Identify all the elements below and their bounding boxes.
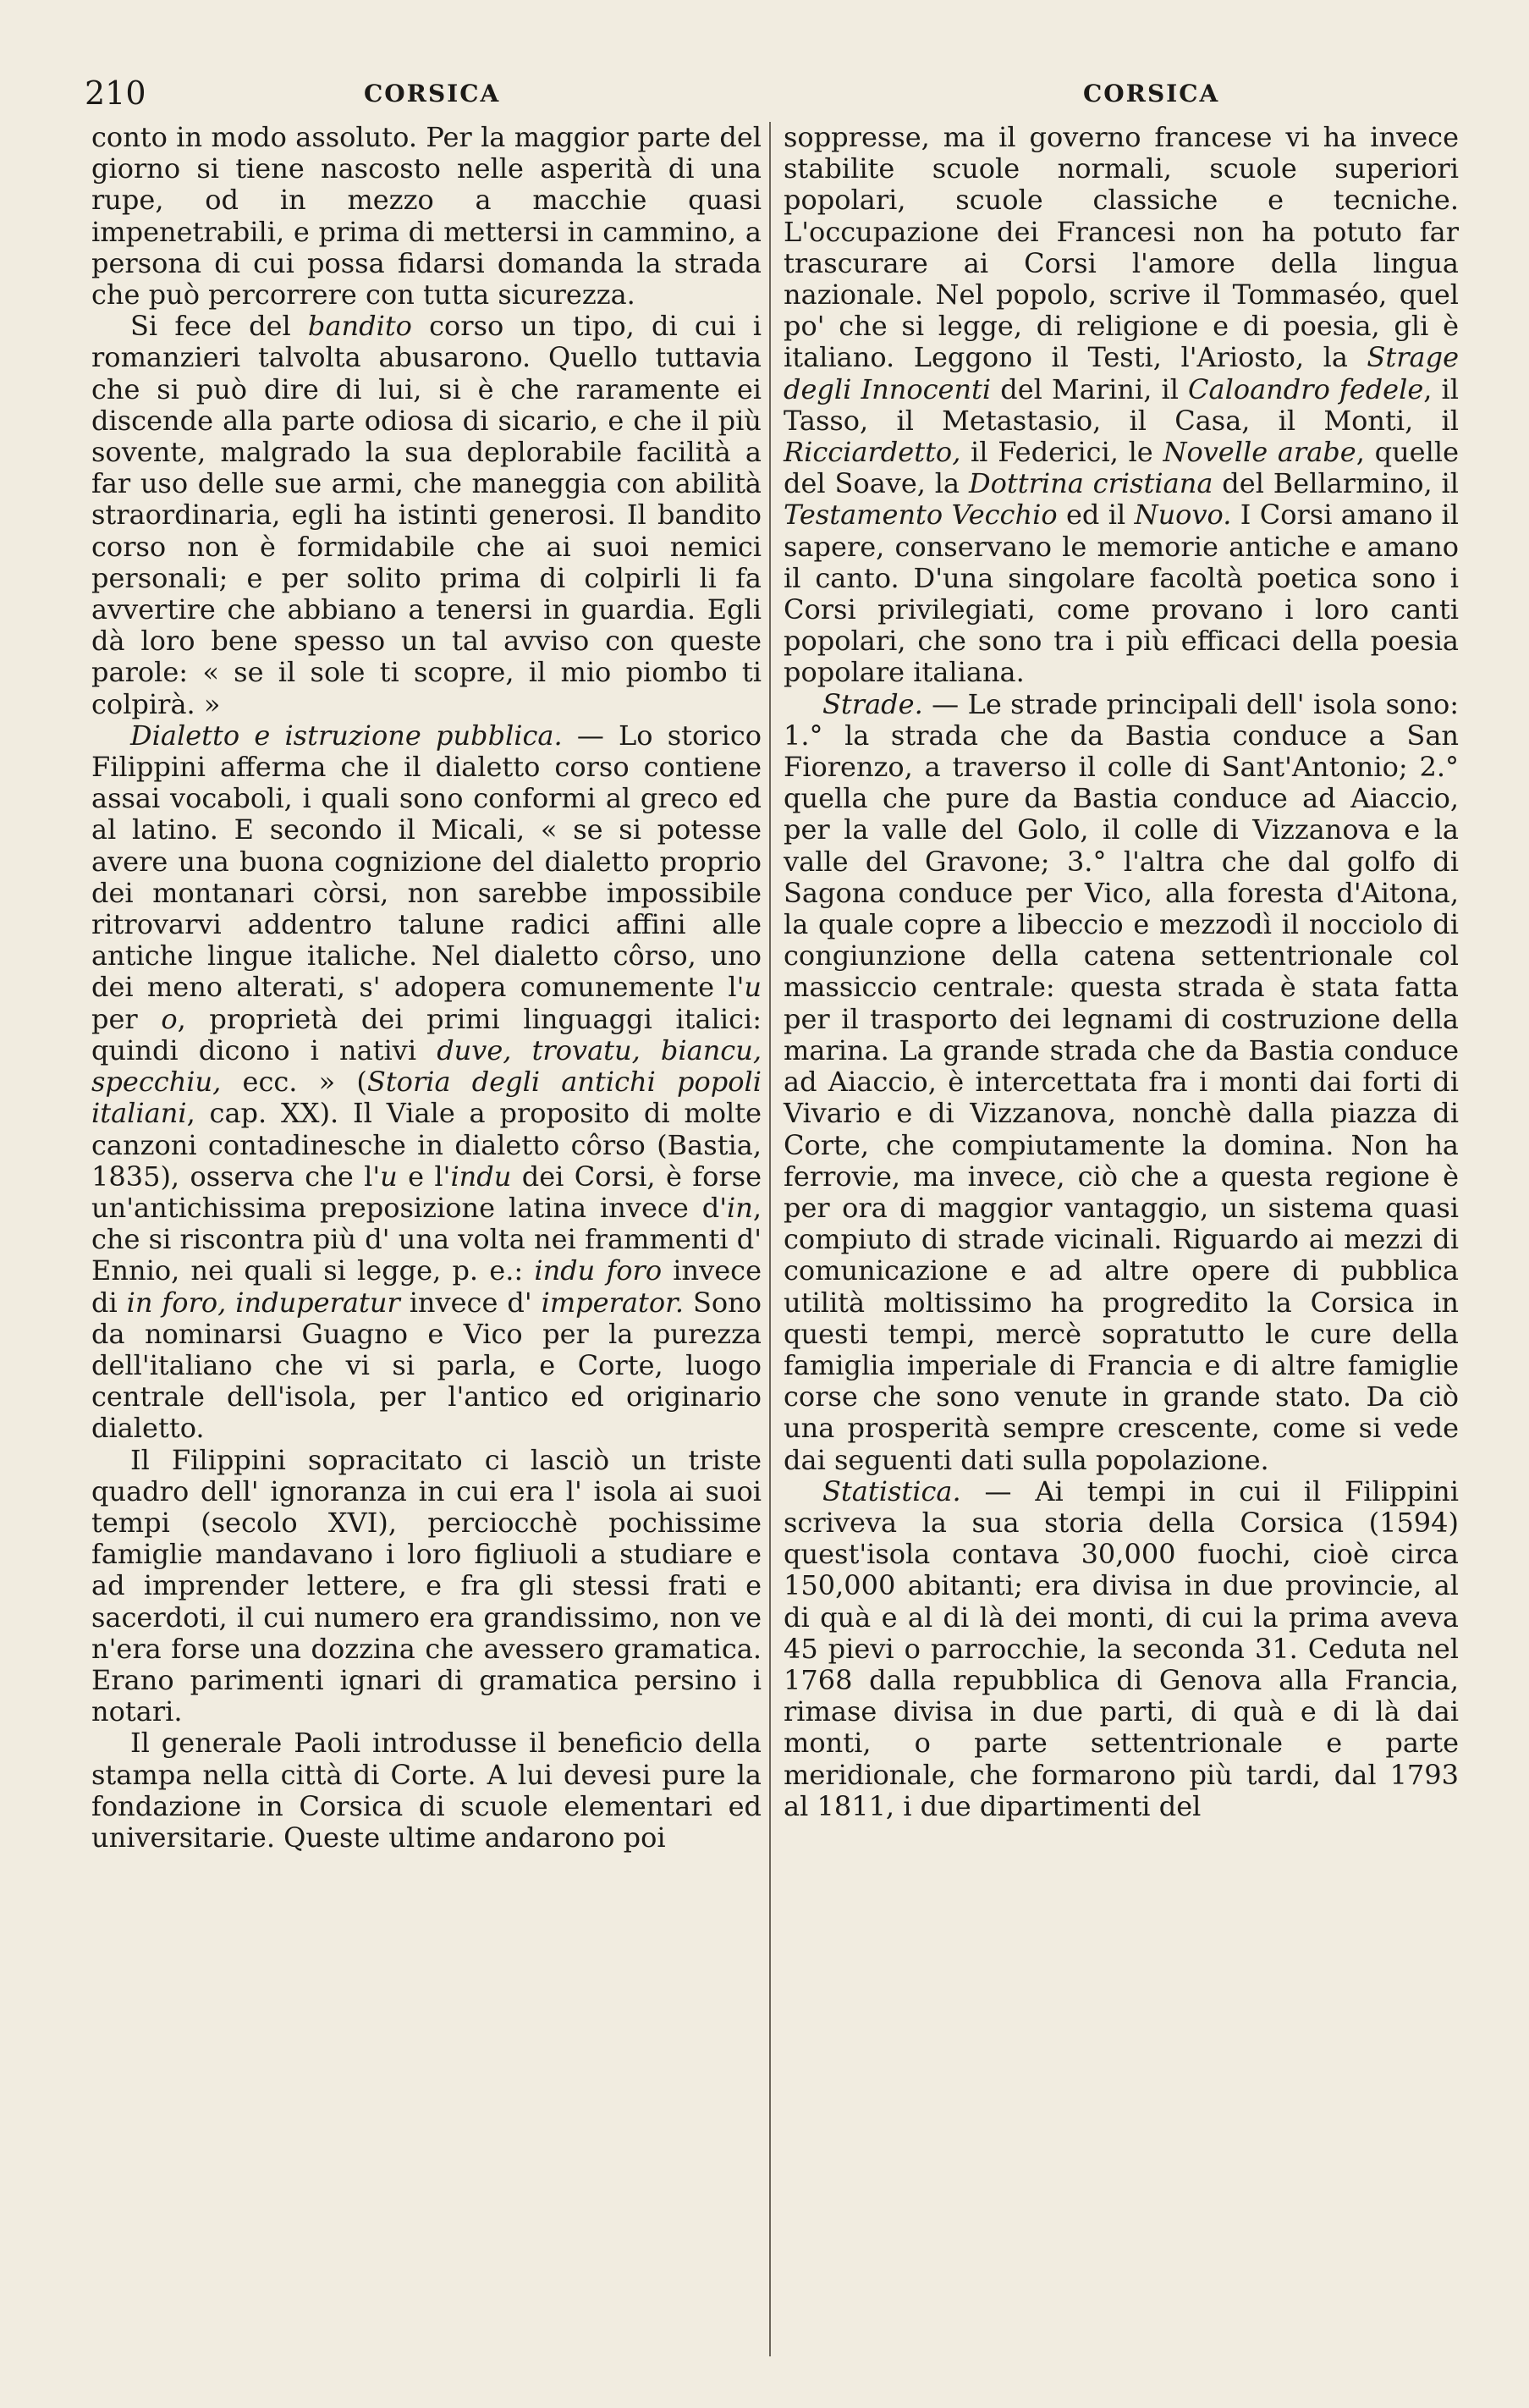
paragraph-paoli: Il generale Paoli introdusse il beneficio della stampa nella città di Corte. A lui devesi pure la fondazione in Corsica di scuole elementari ed universitarie. Queste ultime andarono poi (91, 1727, 762, 1854)
right-column (784, 122, 1459, 1822)
page-number: 210 (85, 74, 146, 112)
paragraph-roads: Strade. — Le strade principali dell' isola sono: 1.° la strada che da Bastia conduce a San Fiorenzo, a traverso il colle di Sant'Antonio; 2.° quella che pure da Bastia conduce ad Aiaccio, per la valle del Golo, il colle di Vizzanova e la valle del Gravone; 3.° l'altra che dal golfo di Sagona conduce per Vico, alla foresta d'Aitona, la quale copre a libeccio e mezzodì il nocciolo di congiunzione della catena settentrionale col massiccio centrale: questa strada è stata fatta per il trasporto dei legnami di costruzione della marina. La grande strada che da Bastia conduce ad Aiaccio, è intercettata fra i monti dai forti di Vivario e di Vizzanova, nonchè dalla piazza di Corte, che compiutamente la domina. Non ha ferrovie, ma invece, ciò che a questa regione è per ora di maggior vantaggio, un sistema quasi compiuto di strade vicinali. Riguardo ai mezzi di comunicazione e ad altre opere di pubblica utilità moltissimo ha progredito la Corsica in questi tempi, mercè sopratutto le cure della famiglia imperiale di Francia e di altre famiglie corse che sono venute in grande stato. Da ciò una prosperità sempre crescente, come si vede dai seguenti dati sulla popolazione. (784, 687, 1459, 1476)
paragraph-statistics: Statistica. — Ai tempi in cui il Filippini scriveva la sua storia della Corsica (1594) quest'isola contava 30,000 fuochi, cioè circa 150,000 abitanti; era divisa in due provincie, al di quà e al di là dei monti, di cui la prima aveva 45 pievi o parrocchie, la seconda 31. Ceduta nel 1768 dalla repubblica di Genova alla Francia, rimase divisa in due parti, di quà e di là dai monti, o parte settentrionale e parte meridionale, che formarono più tardi, dal 1793 al 1811, i due dipartimenti del (784, 1474, 1459, 1822)
running-title-left: CORSICA (364, 80, 501, 107)
section-heading-dialect: Dialetto e istruzione pubblica. (130, 719, 563, 752)
paragraph-bandit-type: Si fece del bandito corso un tipo, di cui i romanzieri talvolta abusarono. Quello tuttavia che si può dire di lui, si è che raramente ei discende alla parte odiosa di sicario, e che il più sovente, malgrado la sua deplorabile facilità a far uso delle sue armi, che maneggia con abilità straordinaria, egli ha istinti generosi. Il bandito corso non è formidabile che ai suoi nemici personali; e per solito prima di colpirli li fa avvertire che abbiano a tenersi in guardia. Egli dà loro bene spesso un tal avviso con queste parole: « se il sole ti scopre, il mio piombo ti colpirà. » (91, 310, 762, 720)
paragraph-bandit-hiding: conto in modo assoluto. Per la maggior parte del giorno si tiene nascosto nelle asperità di una rupe, od in mezzo a macchie quasi impenetrabili, e prima di mettersi in cammino, a persona di cui possa fidarsi domanda la strada che può percorrere con tutta sicurezza. (91, 121, 762, 311)
column-divider (769, 122, 771, 2356)
running-title-right: CORSICA (1083, 80, 1220, 107)
paragraph-ignorance: Il Filippini sopracitato ci lasciò un triste quadro dell' ignoranza in cui era l' isola ai suoi tempi (secolo XVI), perciocchè pochissime famiglie mandavano i loro figliuoli a studiare e ad imprender lettere, e fra gli stessi frati e sacerdoti, il cui numero era grandissimo, non ve n'era forse una dozzina che avessero gramatica. Erano parimenti ignari di gramatica persino i notari. (91, 1443, 762, 1728)
left-column (91, 122, 762, 1854)
page-header (85, 74, 1455, 125)
paragraph-dialect: Dialetto e istruzione pubblica. — Lo storico Filippini afferma che il dialetto corso contiene assai vocaboli, i quali sono conformi al greco ed al latino. E secondo il Micali, « se si potesse avere una buona cognizione del dialetto proprio dei montanari còrsi, non sarebbe impossibile ritrovarvi addentro talune radici affini alle antiche lingue italiche. Nel dialetto côrso, uno dei meno alterati, s' adopera comunemente l'u per o, proprietà dei primi linguaggi italici: quindi dicono i nativi duve, trovatu, biancu, specchiu, ecc. » (Storia degli antichi popoli italiani, cap. XX). Il Viale a proposito di molte canzoni contadinesche in dialetto côrso (Bastia, 1835), osserva che l'u e l'indu dei Corsi, è forse un'antichissima preposizione latina invece d'in, che si riscontra più d' una volta nei frammenti d' Ennio, nei quali si legge, p. e.: indu foro invece di in foro, induperatur invece d' imperator. Sono da nominarsi Guagno e Vico per la purezza dell'italiano che vi si parla, e Corte, luogo centrale dell'isola, per l'antico ed originario dialetto. (91, 719, 762, 1445)
paragraph-schools-language: soppresse, ma il governo francese vi ha invece stabilite scuole normali, scuole superiori popolari, scuole classiche e tecniche. L'occupazione dei Francesi non ha potuto far trascurare ai Corsi l'amore della lingua nazionale. Nel popolo, scrive il Tommaséo, quel po' che si legge, di religione e di poesia, gli è italiano. Leggono il Testi, l'Ariosto, la Strage degli Innocenti del Marini, il Caloandro fedele, il Tasso, il Metastasio, il Casa, il Monti, il Ricciardetto, il Federici, le Novelle arabe, quelle del Soave, la Dottrina cristiana del Bellarmino, il Testamento Vecchio ed il Nuovo. I Corsi amano il sapere, conservano le memorie antiche e amano il canto. D'una singolare facoltà poetica sono i Corsi privilegiati, come provano i loro canti popolari, che sono tra i più efficaci della poesia popolare italiana. (784, 121, 1460, 689)
section-heading-statistics: Statistica. (822, 1474, 961, 1507)
section-heading-roads: Strade. (822, 687, 923, 720)
